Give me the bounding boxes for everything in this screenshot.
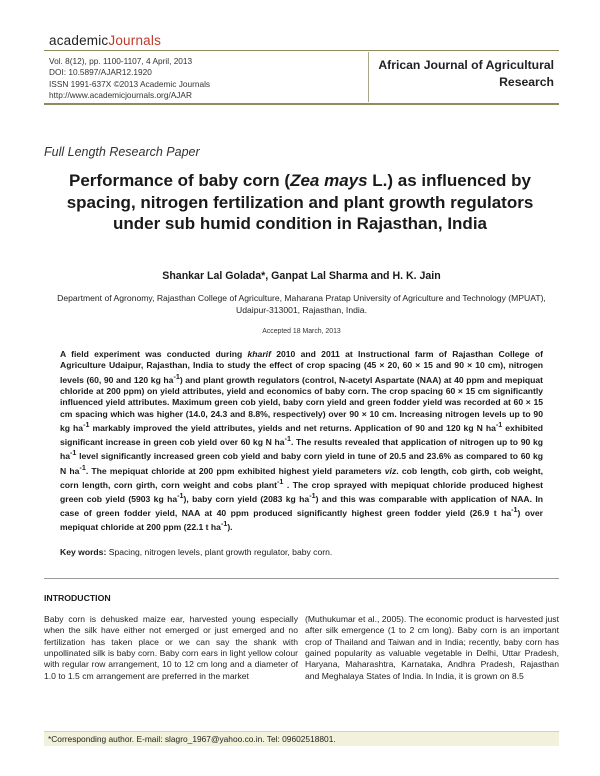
- superscript: -1: [173, 372, 180, 381]
- logo-text-academic: academic: [49, 33, 109, 48]
- journal-name-line1: African Journal of Agricultural: [378, 58, 554, 72]
- journal-url[interactable]: http://www.academicjournals.org/AJAR: [49, 90, 192, 101]
- keywords-list: Spacing, nitrogen levels, plant growth regulator, baby corn.: [106, 547, 333, 557]
- abstract-text: 2010 and 2011 at Instructional farm of Rajasthan College of Agriculture Udaipur, Rajasthan, India to study the effect of crop spacing (45 × 20, 60 × 15 and 90 × 10 cm), nitrogen levels (60, 90 and 120 kg ha: [60, 349, 543, 385]
- abstract-text: A field experiment was conducted during: [60, 349, 248, 359]
- superscript: -1: [284, 435, 291, 444]
- keywords-label: Key words:: [60, 547, 107, 557]
- volume-info: Vol. 8(12), pp. 1100-1107, 4 April, 2013: [49, 56, 193, 66]
- abstract-text: ).: [227, 522, 233, 533]
- superscript: -1: [495, 420, 503, 429]
- header-rule: [44, 103, 559, 105]
- abstract-text: . cob length, cob girth, cob weight, corn length, corn girth, corn weight and cobs plant: [60, 465, 543, 490]
- abstract-text: markably improved the yield attributes, yields and net returns. Application of 90 and 120 kg N ha: [89, 422, 496, 433]
- superscript: -1: [309, 491, 316, 500]
- intro-column-right: (Muthukumar et al., 2005). The economic product is harvested just after silk emergence (1 to 2 cm long). Baby corn is an important crop of Thailand and Taiwan and in India; recently, baby corn has gained popularity as valuable vegetable in Delhi, Uttar Pradesh, Haryana, Maharashtra, Karnataka, Andhra Pradesh, Rajasthan and Meghalaya States of India. In India, it is grown on 8.5: [305, 614, 559, 681]
- journal-name-line2: Research: [499, 75, 554, 89]
- logo-text-journals: Journals: [108, 33, 162, 48]
- superscript: -1: [177, 491, 184, 500]
- corresponding-author-footnote: *Corresponding author. E-mail: slagro_1967@yahoo.co.in. Tel: 09602518801.: [44, 731, 559, 746]
- abstract-italic-viz: viz: [384, 465, 397, 476]
- abstract-text: ) and this was comparable with application of NAA. In case of green fodder yield, NAA at 40 ppm produced significantly highest green fodder yield (26.9 t ha: [60, 493, 543, 518]
- abstract-text: ) and plant growth regulators (control, N-acetyl Aspartate (NAA) at 40 ppm and mepiquat chloride at 200 ppm) on yield attributes, yield and economics of baby corn. The crop spacing 60 × 15 cm significantly influenced yield attributes. Maximum green cob yield, baby corn yield and green fodder yield was recorded at 60 × 15 cm spacing which was higher (14.0, 24.3 and 8.8%, respectively) over 90 × 10 cm. Increasing nitrogen levels up to 90 kg ha: [60, 374, 544, 433]
- superscript: -1: [511, 506, 518, 515]
- abstract-italic-kharif: kharif: [247, 349, 271, 359]
- issn: ISSN 1991-637X ©2013 Academic Journals: [49, 78, 211, 89]
- section-divider: [44, 578, 559, 579]
- superscript: -1: [79, 463, 86, 472]
- paper-type: Full Length Research Paper: [44, 145, 200, 159]
- abstract-text: . The crop sprayed with mepiquat chloride produced highest green cob yield (5903 kg ha: [60, 479, 543, 504]
- doi: DOI: 10.5897/AJAR12.1920: [49, 67, 152, 78]
- journal-name: [364, 57, 554, 91]
- citation-metadata: [49, 56, 210, 102]
- abstract-text: ), baby corn yield (2083 kg ha: [183, 493, 310, 504]
- abstract: [60, 349, 543, 534]
- paper-title: [60, 170, 540, 235]
- abstract-text: level significantly increased green cob yield and baby corn yield in tune of 20.5 and 23.6% as compared to 60 kg N ha: [60, 451, 543, 476]
- superscript: -1: [83, 420, 90, 429]
- publisher-logo: [49, 33, 161, 48]
- superscript: -1: [70, 449, 77, 458]
- abstract-text: . The mepiquat chloride at 200 ppm exhibited highest yield parameters: [85, 465, 385, 476]
- intro-heading: INTRODUCTION: [44, 593, 111, 603]
- abstract-text: exhibited significant increase in green cob yield over 60 kg N ha: [60, 422, 543, 447]
- abstract-text: . The results revealed that application of nitrogen up to 90 kg ha: [60, 436, 543, 462]
- title-start: Performance of baby corn (: [69, 171, 291, 190]
- authors: Shankar Lal Golada*, Ganpat Lal Sharma and H. K. Jain: [162, 270, 441, 282]
- abstract-text: ) over mepiquat chloride at 200 ppm (22.1 t ha: [60, 508, 544, 533]
- title-rest: L.) as influenced by spacing, nitrogen fertilization and plant growth regulators under sub humid condition in Rajasthan, India: [66, 171, 534, 233]
- title-species: Zea mays: [290, 171, 368, 190]
- keywords: [60, 547, 543, 558]
- superscript: -1: [276, 477, 284, 486]
- superscript: -1: [220, 520, 228, 529]
- affiliation: Department of Agronomy, Rajasthan College of Agriculture, Maharana Pratap University of Agriculture and Technology (MPUAT), Udaipur-313001, Rajasthan, India.: [57, 293, 546, 315]
- accepted-date: Accepted 18 March, 2013: [262, 328, 341, 335]
- intro-column-left: Baby corn is dehusked maize ear, harvested young especially when the silk have either not emerged or just emerged and no fertilization has taken place or we can say the shank with unpollinated silk is baby corn. Baby corn ears in light yellow colour with regular row arrangement, 10 to 12 cm long and a diameter of 1.0 to 1.5 cm arrangement are preferred in the market: [44, 614, 298, 681]
